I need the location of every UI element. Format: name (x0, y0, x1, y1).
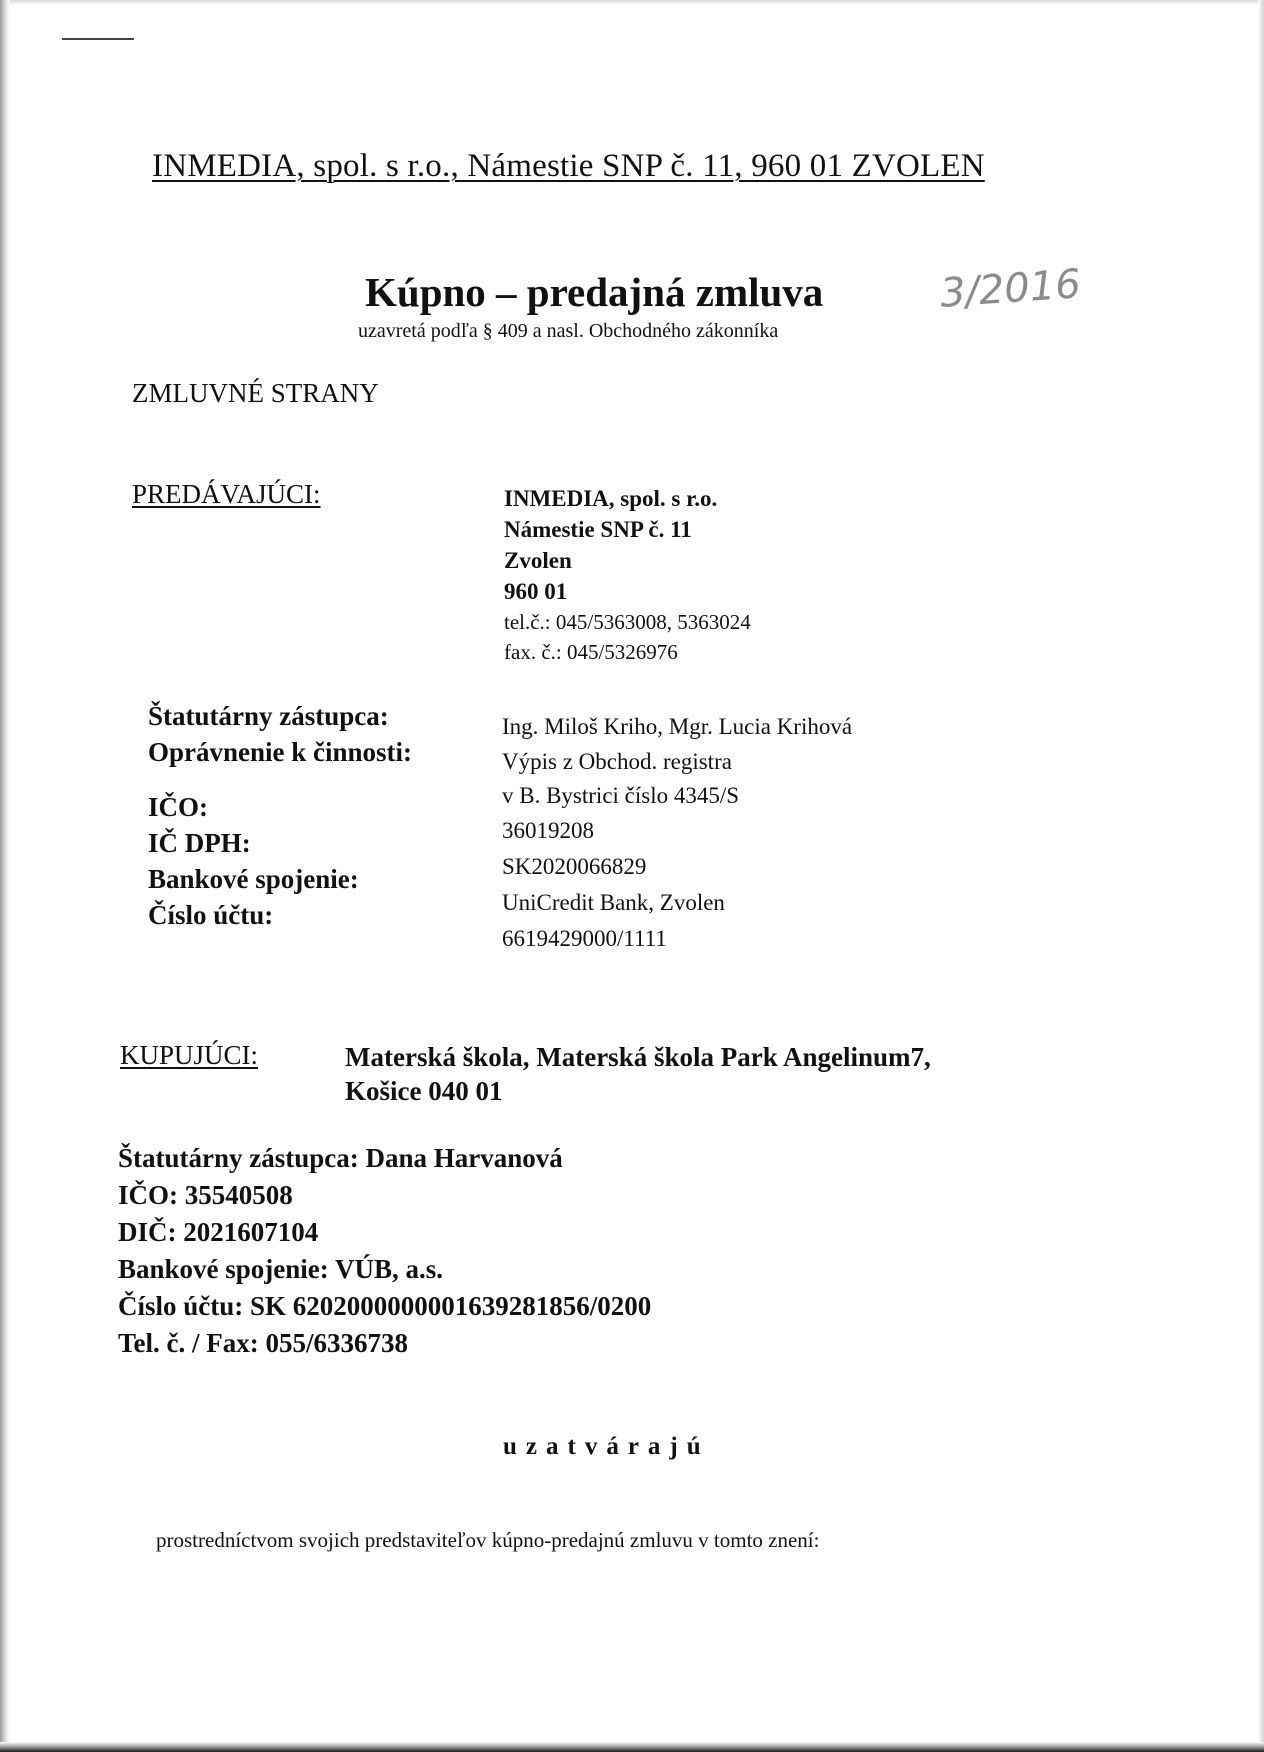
seller-zip: 960 01 (504, 579, 568, 604)
document-subtitle: uzavretá podľa § 409 a nasl. Obchodného zákonníka (358, 320, 779, 342)
parties-heading: ZMLUVNÉ STRANY (132, 378, 379, 408)
scan-edge-right (1258, 0, 1264, 1752)
seller-name: INMEDIA, spol. s r.o. (504, 486, 718, 511)
buyer-phone-fax: Tel. č. / Fax: 055/6336738 (118, 1328, 408, 1358)
scan-edge-bottom (0, 1742, 1264, 1752)
value-ic-dph: SK2020066829 (502, 854, 647, 879)
closing-sentence: prostredníctvom svojich predstaviteľov kúpno-predajnú zmluvu v tomto znení: (156, 1528, 820, 1552)
document-title: Kúpno – predajná zmluva (365, 269, 824, 315)
scan-mark (62, 38, 134, 40)
seller-field-labels (148, 698, 412, 933)
buyer-name-line-1: Materská škola, Materská škola Park Angelinum7, (345, 1042, 931, 1072)
scan-edge-top (0, 0, 1264, 5)
buyer-name-line-2: Košice 040 01 (345, 1076, 503, 1106)
seller-street: Námestie SNP č. 11 (504, 517, 692, 542)
buyer-bank: Bankové spojenie: VÚB, a.s. (118, 1254, 444, 1284)
seller-address-block (504, 483, 751, 667)
handwritten-contract-number: 3/2016 (938, 261, 1083, 317)
value-ico: 36019208 (502, 818, 594, 843)
buyer-label: KUPUJÚCI: (120, 1040, 259, 1070)
seller-phone: tel.č.: 045/5363008, 5363024 (504, 610, 751, 634)
buyer-dic: DIČ: 2021607104 (118, 1217, 319, 1247)
seller-city: Zvolen (504, 548, 572, 573)
company-header: INMEDIA, spol. s r.o., Námestie SNP č. 11, 960 01 ZVOLEN (152, 148, 985, 184)
label-bank: Bankové spojenie: (148, 864, 359, 894)
seller-fax: fax. č.: 045/5326976 (504, 640, 678, 664)
value-authorization-1: Výpis z Obchod. registra (502, 749, 732, 774)
conclude-word: uzatvárajú (503, 1433, 710, 1460)
label-authorization: Oprávnenie k činnosti: (148, 737, 413, 767)
value-bank: UniCredit Bank, Zvolen (502, 890, 725, 915)
seller-label: PREDÁVAJÚCI: (132, 479, 321, 509)
value-statutory: Ing. Miloš Kriho, Mgr. Lucia Krihová (502, 714, 853, 739)
buyer-ico: IČO: 35540508 (118, 1180, 293, 1210)
label-statutory: Štatutárny zástupca: (148, 701, 389, 731)
value-account: 6619429000/1111 (502, 926, 667, 951)
scan-edge-left (0, 0, 10, 1752)
buyer-name (345, 1040, 931, 1108)
buyer-details (118, 1140, 651, 1362)
label-account: Číslo účtu: (148, 900, 274, 930)
label-ico: IČO: (148, 792, 208, 822)
buyer-account: Číslo účtu: SK 6202000000001639281856/0200 (118, 1291, 652, 1321)
label-ic-dph: IČ DPH: (148, 828, 251, 858)
buyer-statutory: Štatutárny zástupca: Dana Harvanová (118, 1143, 563, 1173)
value-authorization-2: v B. Bystrici číslo 4345/S (502, 783, 740, 808)
seller-field-values (502, 710, 852, 957)
